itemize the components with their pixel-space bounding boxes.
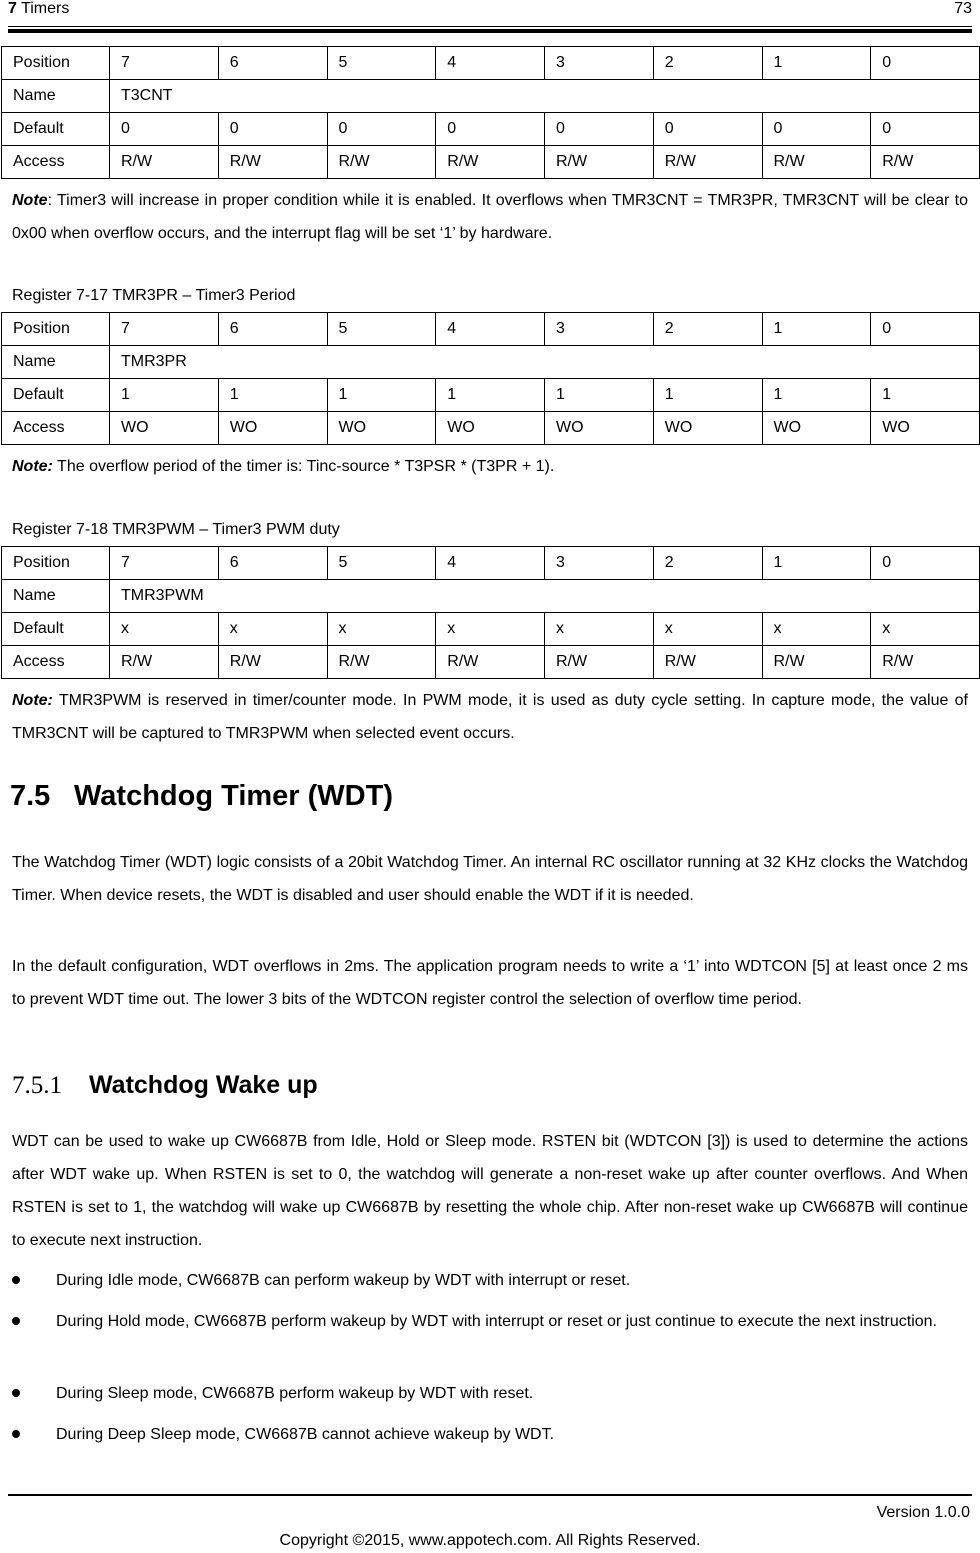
table-cell: TMR3PR <box>110 346 980 379</box>
section-paragraph-2: In the default configuration, WDT overflows in 2ms. The application program needs to write a ‘1’ into WDTCON [5] at least once 2 ms to prevent WDT time out. The lower 3 bits of the WDTCON register control the selection of overflow time period. <box>12 958 968 1008</box>
table-cell: 1 <box>327 379 436 412</box>
table-cell: 7 <box>110 547 219 580</box>
table-cell: R/W <box>327 646 436 679</box>
register-table-tmr3pwm <box>1 546 980 679</box>
table-cell: 0 <box>218 113 327 146</box>
table-row <box>2 379 980 412</box>
section-number: 7.5 <box>10 780 51 812</box>
bullet-dot-icon <box>12 1317 20 1325</box>
register-caption-tmr3pwm: Register 7-18 TMR3PWM – Timer3 PWM duty <box>12 521 340 538</box>
subsection-heading <box>12 1071 318 1100</box>
page-number: 73 <box>954 0 972 17</box>
header-rule-thin <box>8 26 972 27</box>
table-cell: R/W <box>436 646 545 679</box>
table-cell: 6 <box>218 313 327 346</box>
table-cell: 0 <box>436 113 545 146</box>
table-cell: 1 <box>436 379 545 412</box>
table-row <box>2 646 980 679</box>
table-row <box>2 613 980 646</box>
bullet-text: During Idle mode, CW6687B can perform wakeup by WDT with interrupt or reset. <box>56 1272 631 1289</box>
bullet-item <box>12 1377 968 1410</box>
table-row <box>2 346 980 379</box>
bullet-dot-icon <box>12 1389 20 1397</box>
chapter-number: 7 <box>8 0 17 17</box>
subsection-paragraph: WDT can be used to wake up CW6687B from Idle, Hold or Sleep mode. RSTEN bit (WDTCON [3]) is used to determine the actions after WDT wake up. When RSTEN is set to 0, the watchdog will generate a non-reset wake up after counter overflows. And When RSTEN is set to 1, the watchdog will wake up CW6687B by resetting the whole chip. After non-reset wake up CW6687B will continue to execute next instruction. <box>12 1133 968 1249</box>
row-header-cell: Name <box>2 580 110 613</box>
subsection-title: Watchdog Wake up <box>89 1071 318 1099</box>
page-header <box>8 0 972 22</box>
table-cell: 7 <box>110 47 219 80</box>
table-cell: R/W <box>110 646 219 679</box>
table-row <box>2 47 980 80</box>
subsection-number: 7.5.1 <box>12 1072 62 1099</box>
table-cell: R/W <box>871 646 980 679</box>
table-cell: R/W <box>762 646 871 679</box>
table-cell: R/W <box>653 146 762 179</box>
table-cell: 2 <box>653 313 762 346</box>
chapter-heading <box>8 0 69 18</box>
table-cell: 5 <box>327 313 436 346</box>
table-row <box>2 146 980 179</box>
table-cell: 0 <box>871 313 980 346</box>
table-cell: 1 <box>762 547 871 580</box>
table-cell: 2 <box>653 547 762 580</box>
row-header-cell: Position <box>2 47 110 80</box>
table-cell: 5 <box>327 547 436 580</box>
note-text: The overflow period of the timer is: Tinc-source * T3PSR * (T3PR + 1). <box>52 458 555 475</box>
table-cell: 1 <box>110 379 219 412</box>
table-cell: R/W <box>653 646 762 679</box>
table-cell: WO <box>218 412 327 445</box>
table-cell: 4 <box>436 313 545 346</box>
table-cell: x <box>436 613 545 646</box>
bullet-text: During Sleep mode, CW6687B perform wakeup by WDT with reset. <box>56 1385 534 1402</box>
row-header-cell: Default <box>2 113 110 146</box>
table-cell: 0 <box>545 113 654 146</box>
row-header-cell: Access <box>2 646 110 679</box>
row-header-cell: Name <box>2 346 110 379</box>
row-header-cell: Position <box>2 313 110 346</box>
bullet-text: During Hold mode, CW6687B perform wakeup by WDT with interrupt or reset or just continue to execute the next instruction. <box>56 1313 937 1330</box>
table-cell: 0 <box>871 47 980 80</box>
row-header-cell: Access <box>2 412 110 445</box>
table-cell: R/W <box>436 146 545 179</box>
table-cell: WO <box>110 412 219 445</box>
register-table-t3cnt <box>1 46 980 179</box>
table-cell: WO <box>871 412 980 445</box>
footer-version: Version 1.0.0 <box>876 1504 970 1521</box>
table-cell: 0 <box>110 113 219 146</box>
row-header-cell: Default <box>2 379 110 412</box>
table-cell: R/W <box>110 146 219 179</box>
row-header-cell: Position <box>2 547 110 580</box>
table-cell: WO <box>653 412 762 445</box>
table-cell: R/W <box>871 146 980 179</box>
table-cell: R/W <box>545 646 654 679</box>
table-cell: 2 <box>653 47 762 80</box>
chapter-title: Timers <box>21 0 70 17</box>
header-rule-thick <box>8 29 972 33</box>
bullet-text: During Deep Sleep mode, CW6687B cannot achieve wakeup by WDT. <box>56 1426 555 1443</box>
footer-copyright: Copyright ©2015, www.appotech.com. All Rights Reserved. <box>279 1532 701 1549</box>
bullet-dot-icon <box>12 1430 20 1438</box>
table-row <box>2 80 980 113</box>
table-cell: 1 <box>762 379 871 412</box>
table-row <box>2 313 980 346</box>
register-caption-tmr3pr: Register 7-17 TMR3PR – Timer3 Period <box>12 287 296 304</box>
row-header-cell: Access <box>2 146 110 179</box>
table-cell: 6 <box>218 47 327 80</box>
note-tmr3pwm <box>12 684 968 750</box>
table-row <box>2 580 980 613</box>
table-cell: 0 <box>871 547 980 580</box>
note-text: : Timer3 will increase in proper condition while it is enabled. It overflows when TMR3CNT = TMR3PR, TMR3CNT will be clear to 0x00 when overflow occurs, and the interrupt flag will be set ‘1’ by hardware. <box>12 192 968 242</box>
table-cell: 3 <box>545 547 654 580</box>
table-cell: R/W <box>218 146 327 179</box>
table-row <box>2 113 980 146</box>
footer-rule <box>8 1494 972 1496</box>
table-cell: 1 <box>762 47 871 80</box>
table-cell: x <box>327 613 436 646</box>
note-tmr3pr <box>12 450 968 483</box>
table-cell: x <box>653 613 762 646</box>
bullet-item <box>12 1264 968 1297</box>
table-cell: WO <box>436 412 545 445</box>
table-cell: x <box>762 613 871 646</box>
table-cell: 6 <box>218 547 327 580</box>
table-cell: x <box>871 613 980 646</box>
table-cell: x <box>545 613 654 646</box>
table-cell: 7 <box>110 313 219 346</box>
table-cell: 1 <box>545 379 654 412</box>
bullet-item <box>12 1305 968 1338</box>
table-cell: WO <box>327 412 436 445</box>
table-cell: 0 <box>327 113 436 146</box>
bullet-dot-icon <box>12 1276 20 1284</box>
table-cell: x <box>218 613 327 646</box>
row-header-cell: Default <box>2 613 110 646</box>
table-cell: 1 <box>871 379 980 412</box>
table-cell: x <box>110 613 219 646</box>
note-text: TMR3PWM is reserved in timer/counter mode. In PWM mode, it is used as duty cycle setting. In capture mode, the value of TMR3CNT will be captured to TMR3PWM when selected event occurs. <box>12 692 968 742</box>
table-cell: 5 <box>327 47 436 80</box>
table-row <box>2 547 980 580</box>
bullet-item <box>12 1418 968 1451</box>
section-heading <box>10 780 393 813</box>
table-cell: 0 <box>871 113 980 146</box>
register-table-tmr3pr <box>1 312 980 445</box>
table-cell: 3 <box>545 47 654 80</box>
table-cell: 3 <box>545 313 654 346</box>
table-cell: 1 <box>218 379 327 412</box>
table-cell: R/W <box>762 146 871 179</box>
note-t3cnt <box>12 184 968 250</box>
note-label: Note: <box>12 692 53 709</box>
table-cell: 0 <box>762 113 871 146</box>
table-cell: R/W <box>327 146 436 179</box>
section-paragraph-1: The Watchdog Timer (WDT) logic consists of a 20bit Watchdog Timer. An internal RC oscillator running at 32 KHz clocks the Watchdog Timer. When device resets, the WDT is disabled and user should enable the WDT if it is needed. <box>12 854 968 904</box>
table-cell: 4 <box>436 547 545 580</box>
table-cell: 1 <box>653 379 762 412</box>
row-header-cell: Name <box>2 80 110 113</box>
table-cell: TMR3PWM <box>110 580 980 613</box>
table-cell: WO <box>762 412 871 445</box>
table-cell: WO <box>545 412 654 445</box>
table-cell: 4 <box>436 47 545 80</box>
note-label: Note: <box>12 458 53 475</box>
table-cell: T3CNT <box>110 80 980 113</box>
table-cell: R/W <box>545 146 654 179</box>
table-cell: 1 <box>762 313 871 346</box>
table-row <box>2 412 980 445</box>
table-cell: 0 <box>653 113 762 146</box>
section-title: Watchdog Timer (WDT) <box>74 780 393 812</box>
note-label: Note <box>12 192 48 209</box>
table-cell: R/W <box>218 646 327 679</box>
